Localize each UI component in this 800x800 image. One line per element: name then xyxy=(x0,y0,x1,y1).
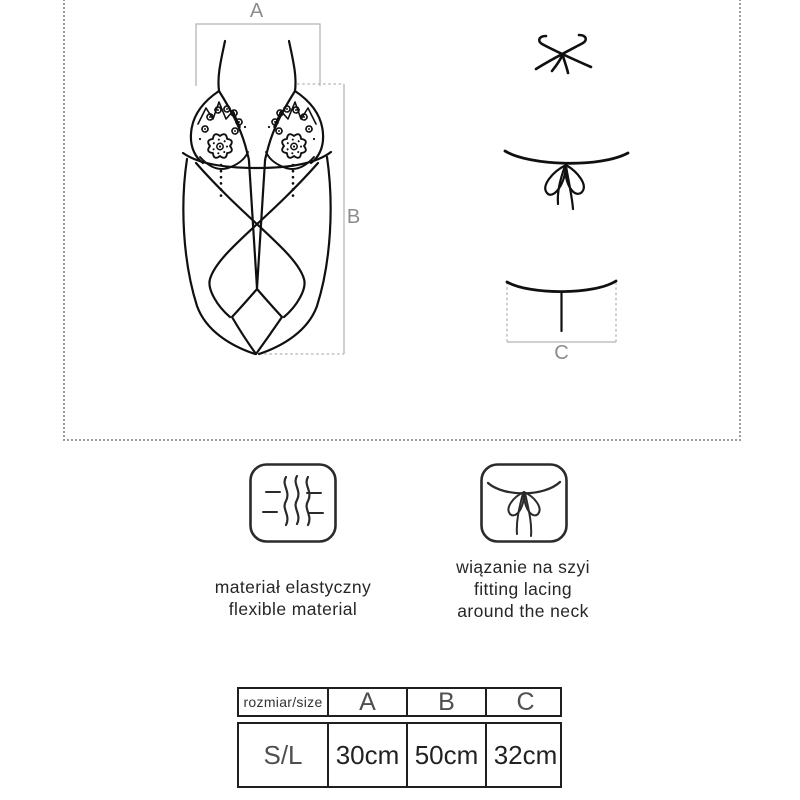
gusset-drawing xyxy=(507,281,616,331)
measurement-guides xyxy=(196,24,616,354)
caption-line: fitting lacing xyxy=(473,579,572,599)
cell-a-value: 30cm xyxy=(327,724,406,786)
size-table-header-row xyxy=(237,687,562,717)
measure-label-b: B xyxy=(346,206,362,228)
header-cell-b: B xyxy=(406,689,485,715)
caption-line: flexible material xyxy=(228,599,358,619)
neck-lacing-drawing xyxy=(505,151,628,209)
caption-line: wiązanie na szyi xyxy=(456,557,590,577)
measure-a-bracket xyxy=(196,24,320,86)
flexible-material-icon xyxy=(249,463,337,543)
header-cell-a: A xyxy=(327,689,406,715)
cup-embroidery-left xyxy=(199,106,246,196)
header-cell-c: C xyxy=(485,689,564,715)
cell-size: S/L xyxy=(263,739,303,770)
neck-lacing-caption xyxy=(403,556,643,622)
halter-knot-drawing xyxy=(536,35,591,73)
size-table-data-row xyxy=(237,722,562,788)
flexible-material-caption xyxy=(173,576,413,620)
cell-b-value: 50cm xyxy=(406,724,485,786)
size-table xyxy=(237,687,562,788)
cup-embroidery-right xyxy=(268,106,315,196)
neck-lacing-icon xyxy=(480,463,568,543)
measure-label-c: C xyxy=(554,342,570,364)
cell-c-value: 32cm xyxy=(485,724,564,786)
header-cell-size: rozmiar/size xyxy=(243,694,323,710)
bodysuit-drawing xyxy=(183,41,331,354)
measure-label-a: A xyxy=(249,0,265,22)
caption-line: around the neck xyxy=(457,601,589,621)
caption-line: materiał elastyczny xyxy=(214,577,372,597)
